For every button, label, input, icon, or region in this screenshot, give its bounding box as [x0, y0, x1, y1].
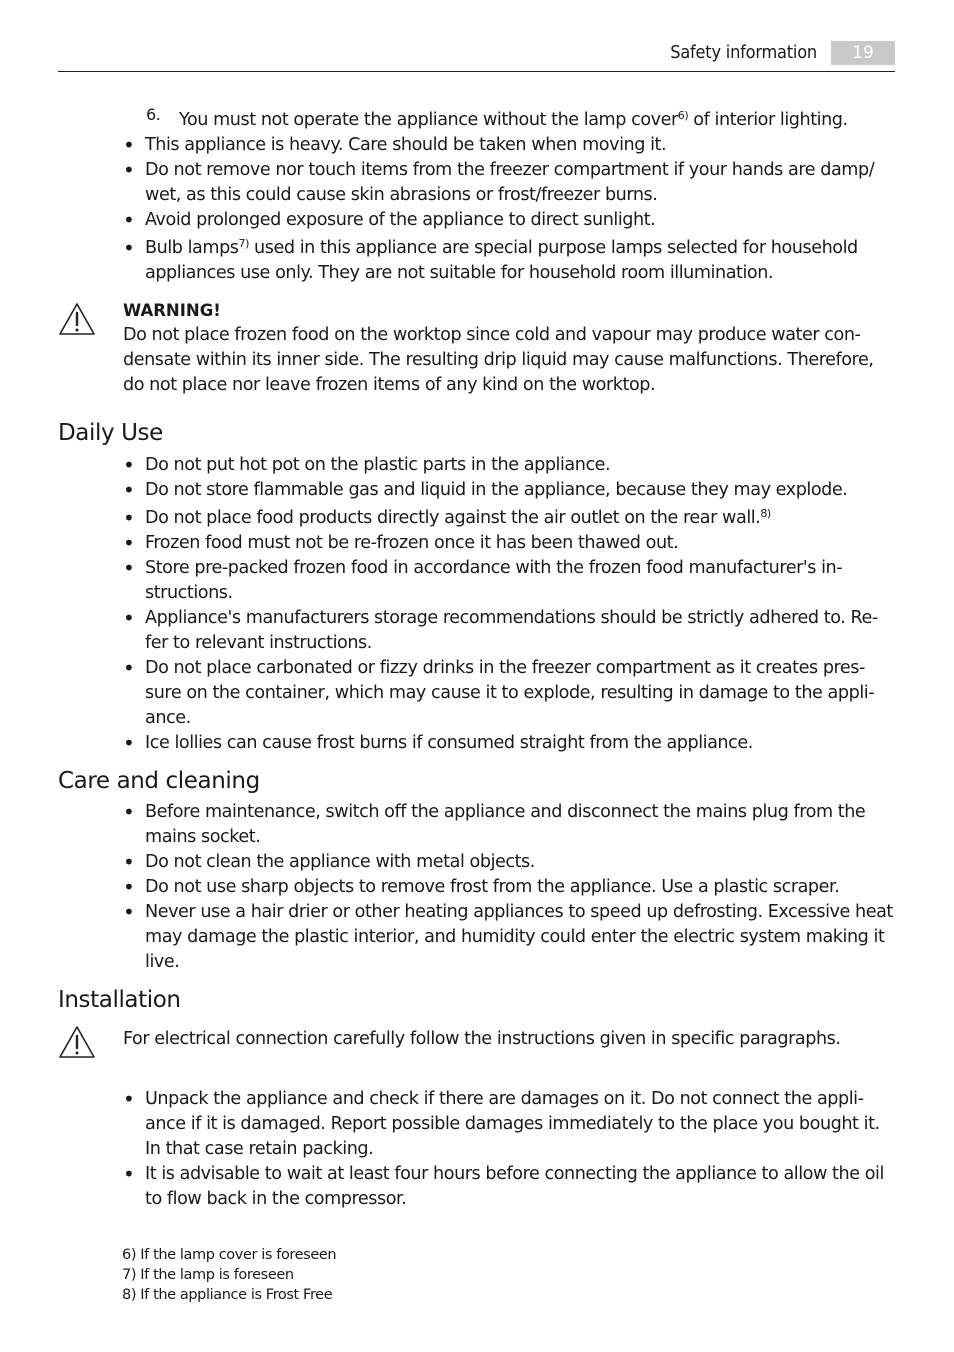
footnote: 8) If the appliance is Frost Free — [122, 1287, 333, 1303]
bulb-text-end: used in this appliance are special purpose lamps selected for household appliances use only. They are not suitable for household room illumination. — [145, 238, 858, 283]
item-text: You must not operate the appliance without the lamp cover — [179, 110, 678, 130]
footnote: 6) If the lamp cover is foreseen — [122, 1247, 337, 1263]
list-item: • This appliance is heavy. Care should be taken when moving it. — [123, 133, 898, 158]
list-item — [123, 236, 898, 286]
installation-note — [58, 1027, 898, 1052]
section-heading-installation: Installation — [58, 987, 181, 1013]
list-item: • Store pre-packed frozen food in accordance with the frozen food manufacturer's in- structions. — [123, 556, 898, 606]
footnote-ref: 7) — [238, 237, 249, 250]
page-number-badge: 19 — [831, 41, 895, 65]
footnotes — [122, 1245, 336, 1305]
footnote-ref: 6) — [677, 109, 689, 122]
numbered-item — [58, 105, 898, 133]
warning-text: Do not place frozen food on the worktop since cold and vapour may produce water con- densate within its inner side. The resulting drip liquid may cause malfunctions. Therefore, do not place nor leave frozen items of any kind on the worktop. — [123, 325, 874, 395]
warning-triangle-icon — [58, 302, 96, 336]
warning-title: WARNING! — [123, 301, 221, 320]
list-item: • Do not remove nor touch items from the freezer compartment if your hands are damp/ wet, as this could cause skin abrasions or frost/freezer burns. — [123, 158, 898, 208]
item-text-end: of interior lighting. — [688, 110, 848, 130]
page-content — [58, 100, 898, 1212]
footnote: 7) If the lamp is foreseen — [122, 1267, 294, 1283]
list-item: • Do not clean the appliance with metal objects. — [123, 850, 898, 875]
intro-bullet-list — [58, 133, 898, 286]
list-item: • Avoid prolonged exposure of the appliance to direct sunlight. — [123, 208, 898, 233]
bulb-text: Bulb lamps — [145, 238, 239, 258]
list-item: • Frozen food must not be re-frozen once it has been thawed out. — [123, 531, 898, 556]
list-item: • It is advisable to wait at least four hours before connecting the appliance to allow the oil to flow back in the compressor. — [123, 1162, 898, 1212]
list-item — [123, 506, 898, 531]
section-title: Safety information — [670, 42, 817, 63]
item-number: 6. — [146, 105, 161, 124]
footnote-ref: 8) — [760, 507, 771, 520]
section-heading-daily-use: Daily Use — [58, 420, 163, 446]
section-heading-care-cleaning: Care and cleaning — [58, 768, 260, 794]
list-item: • Ice lollies can cause frost burns if consumed straight from the appliance. — [123, 731, 898, 756]
list-item: • Before maintenance, switch off the appliance and disconnect the mains plug from the mains socket. — [123, 800, 898, 850]
list-item: • Do not place carbonated or fizzy drinks in the freezer compartment as it creates pres- sure on the container, which may cause it to explode, resulting in damage to the appli- ance. — [123, 656, 898, 731]
page-header — [58, 38, 895, 72]
installation-list — [58, 1087, 898, 1212]
list-item-text: Do not place food products directly against the air outlet on the rear wall. — [145, 508, 761, 528]
installation-note-text: For electrical connection carefully follow the instructions given in specific paragraphs. — [123, 1029, 841, 1049]
list-item: • Do not use sharp objects to remove frost from the appliance. Use a plastic scraper. — [123, 875, 898, 900]
list-item: • Never use a hair drier or other heating appliances to speed up defrosting. Excessive heat may damage the plastic interior, and humidity could enter the electric system making it live. — [123, 900, 898, 975]
list-item: • Do not store flammable gas and liquid in the appliance, because they may explode. — [123, 478, 898, 503]
list-item: • Unpack the appliance and check if there are damages on it. Do not connect the appli- ance if it is damaged. Report possible damages immediately to the place you bought it. In that case retain packing. — [123, 1087, 898, 1162]
warning-triangle-icon — [58, 1025, 96, 1059]
care-cleaning-list — [58, 800, 898, 975]
list-item: • Appliance's manufacturers storage recommendations should be strictly adhered to. Re- fer to relevant instructions. — [123, 606, 898, 656]
warning-block — [58, 298, 898, 398]
daily-use-list — [58, 453, 898, 756]
list-item: • Do not put hot pot on the plastic parts in the appliance. — [123, 453, 898, 478]
